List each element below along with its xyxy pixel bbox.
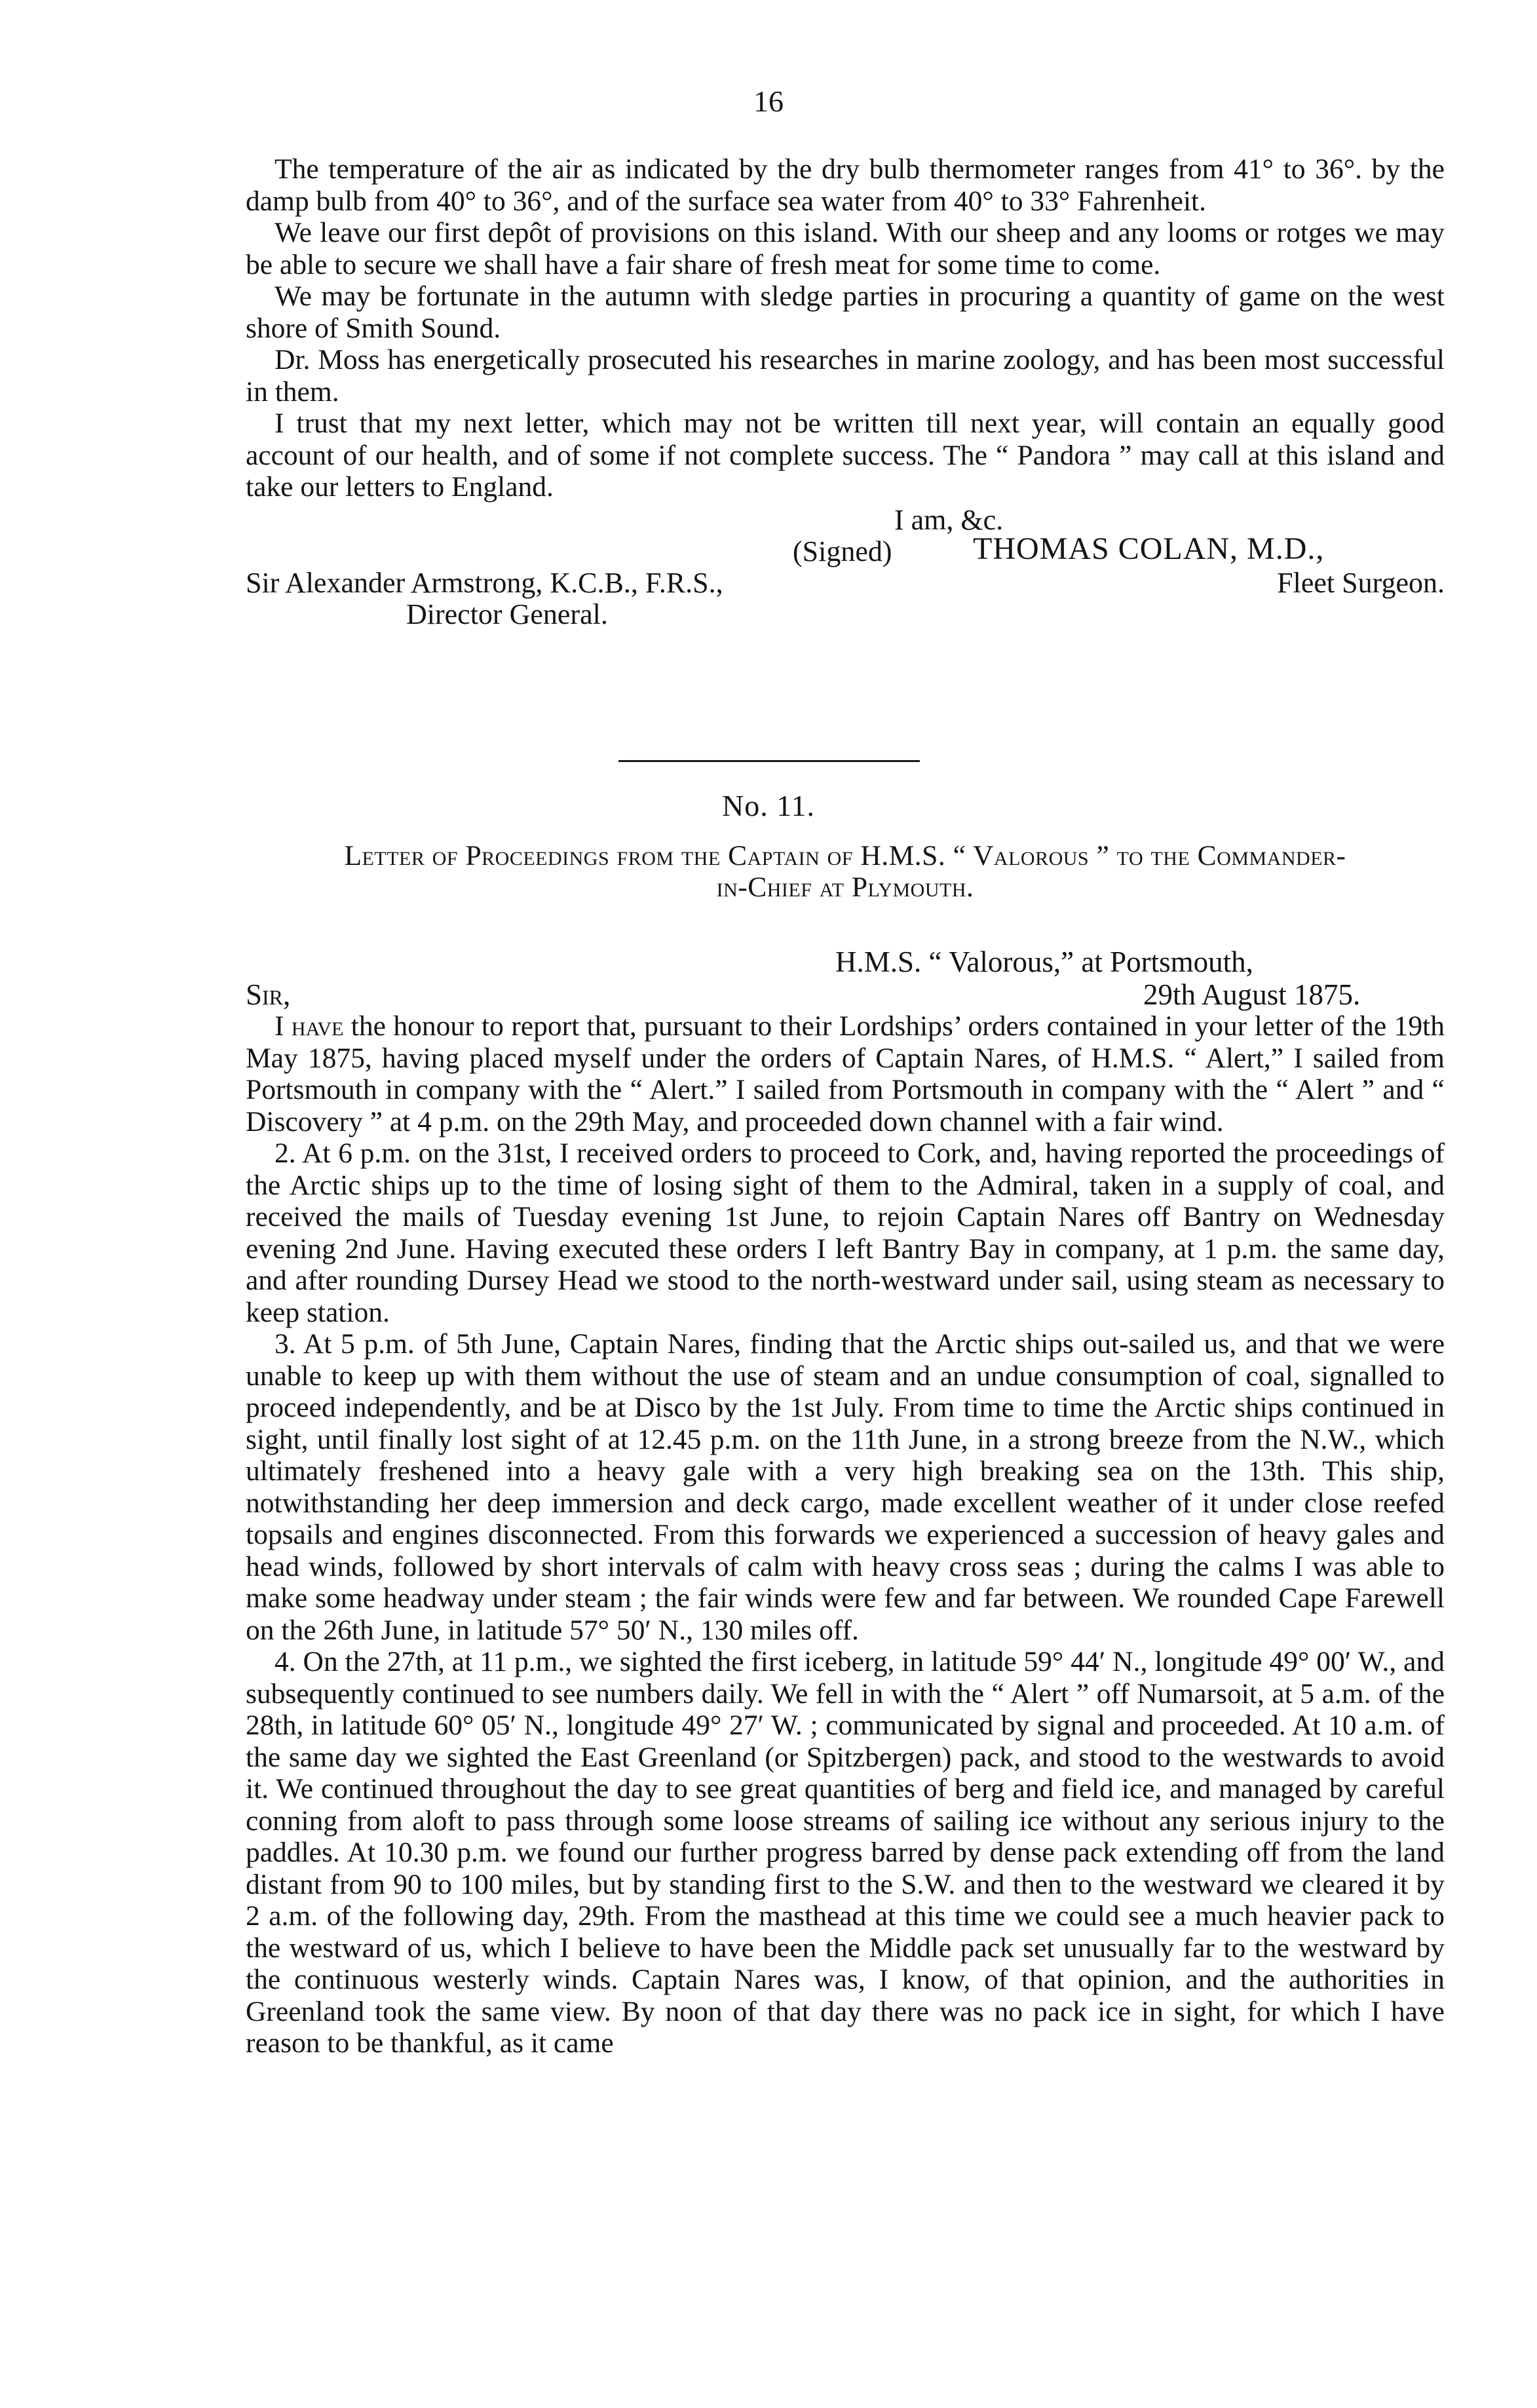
paragraph-zoology: Dr. Moss has energetically prosecuted his researches in marine zoology, and has been most successful in them. <box>246 344 1445 408</box>
letter-closing <box>246 503 1445 662</box>
paragraph-3: 3. At 5 p.m. of 5th June, Captain Nares, finding that the Arctic ships out-sailed us, and that we were unable to keep up with them without the use of steam and an undue consumption of coal, signalled to proceed independently, and be at Disco by the 1st July. From time to time the Arctic ships continued in sight, until finally lost sight of at 12.45 p.m. on the 11th June, in a strong breeze from the N.W., which ultimately freshened into a heavy gale with a very high breaking sea on the 13th. This ship, notwithstanding her deep immersion and deck cargo, made excellent weather of it under close reefed topsails and engines disconnected. From this forwards we experienced a succession of heavy gales and head winds, followed by short intervals of calm with heavy cross seas ; during the calms I was able to make some headway under steam ; the fair winds were few and far between. We rounded Cape Farewell on the 26th June, in latitude 57° 50′ N., 130 miles off. <box>246 1328 1445 1646</box>
letter-salutation: Sir, <box>246 978 291 1011</box>
document-heading <box>246 840 1445 903</box>
opening-word: I have <box>275 1010 344 1042</box>
paragraph-provisions: We leave our first depôt of provisions on this island. With our sheep and any looms or rotges we may be able to secure we shall have a fair share of fresh meat for some time to come. <box>246 217 1445 280</box>
section-divider <box>618 760 920 762</box>
medical-letter-body <box>246 153 1445 662</box>
paragraph-game: We may be fortunate in the autumn with sledge parties in procuring a quantity of game on the west shore of Smith Sound. <box>246 280 1445 344</box>
letter-place: H.M.S. “ Valorous,” at Portsmouth, <box>835 946 1253 978</box>
letter-header <box>246 945 1445 1010</box>
document-number: No. 11. <box>721 789 815 822</box>
paragraph-opening <box>246 1010 1445 1137</box>
recipient-title: Director General. <box>406 598 608 630</box>
letter-date: 29th August 1875. <box>1143 978 1361 1011</box>
proceedings-letter-body <box>246 1010 1445 2059</box>
signer-name: THOMAS COLAN, M.D., <box>973 531 1325 566</box>
signed-label: (Signed) <box>793 535 892 567</box>
page-number: 16 <box>753 85 784 118</box>
document-heading-line-1: Letter of Proceedings from the Captain of H.M.S. “ Valorous ” to the Commander- <box>344 840 1346 871</box>
paragraph-temperature: The temperature of the air as indicated by the dry bulb thermometer ranges from 41° to 36°. by the damp bulb from 40° to 36°, and of the surface sea water from 40° to 33° Fahrenheit. <box>246 153 1445 217</box>
paragraph-2: 2. At 6 p.m. on the 31st, I received orders to proceed to Cork, and, having reported the proceedings of the Arctic ships up to the time of losing sight of them to the Admiral, taken in a supply of coal, and received the mails of Tuesday evening 1st June, to rejoin Captain Nares off Bantry on Wednesday evening 2nd June. Having executed these orders I left Bantry Bay in company, at 1 p.m. the same day, and after rounding Dursey Head we stood to the north-westward under sail, using steam as necessary to keep station. <box>246 1137 1445 1328</box>
closing-salutation: I am, &c. <box>894 503 1004 536</box>
paragraph-next-letter: I trust that my next letter, which may not be written till next year, will contain an equally good account of our health, and of some if not complete success. The “ Pandora ” may call at this island and take our letters to England. <box>246 408 1445 503</box>
signer-rank: Fleet Surgeon. <box>1277 566 1445 599</box>
document-heading-line-2: in-Chief at Plymouth. <box>716 871 974 903</box>
recipient-name: Sir Alexander Armstrong, K.C.B., F.R.S., <box>246 566 723 599</box>
paragraph-4: 4. On the 27th, at 11 p.m., we sighted the first iceberg, in latitude 59° 44′ N., longitude 49° 00′ W., and subsequently continued to see numbers daily. We fell in with the “ Alert ” off Numarsoit, at 5 a.m. of the 28th, in latitude 60° 05′ N., longitude 49° 27′ W. ; communicated by signal and proceeded. At 10 a.m. of the same day we sighted the East Greenland (or Spitzbergen) pack, and stood to the westwards to avoid it. We continued throughout the day to see great quantities of berg and field ice, and managed by careful conning from aloft to pass through some loose streams of sailing ice without any serious injury to the paddles. At 10.30 p.m. we found our further progress barred by dense pack extending off from the land distant from 90 to 100 miles, but by standing first to the S.W. and then to the westward we cleared it by 2 a.m. of the following day, 29th. From the masthead at this time we could see a much heavier pack to the westward of us, which I believe to have been the Middle pack set unusually far to the westward by the continuous westerly winds. Captain Nares was, I know, of that opinion, and the authorities in Greenland took the same view. By noon of that day there was no pack ice in sight, for which I have reason to be thankful, as it came <box>246 1646 1445 2059</box>
paragraph-opening-text: the honour to report that, pursuant to their Lordships’ orders contained in your letter of the 19th May 1875, having placed myself under the orders of Captain Nares, of H.M.S. “ Alert,” I sailed from Portsmouth in company with the “ Alert.” I sailed from Portsmouth in company with the “ Alert ” and “ Discovery ” at 4 p.m. on the 29th May, and proceeded down channel with a fair wind. <box>246 1010 1445 1137</box>
